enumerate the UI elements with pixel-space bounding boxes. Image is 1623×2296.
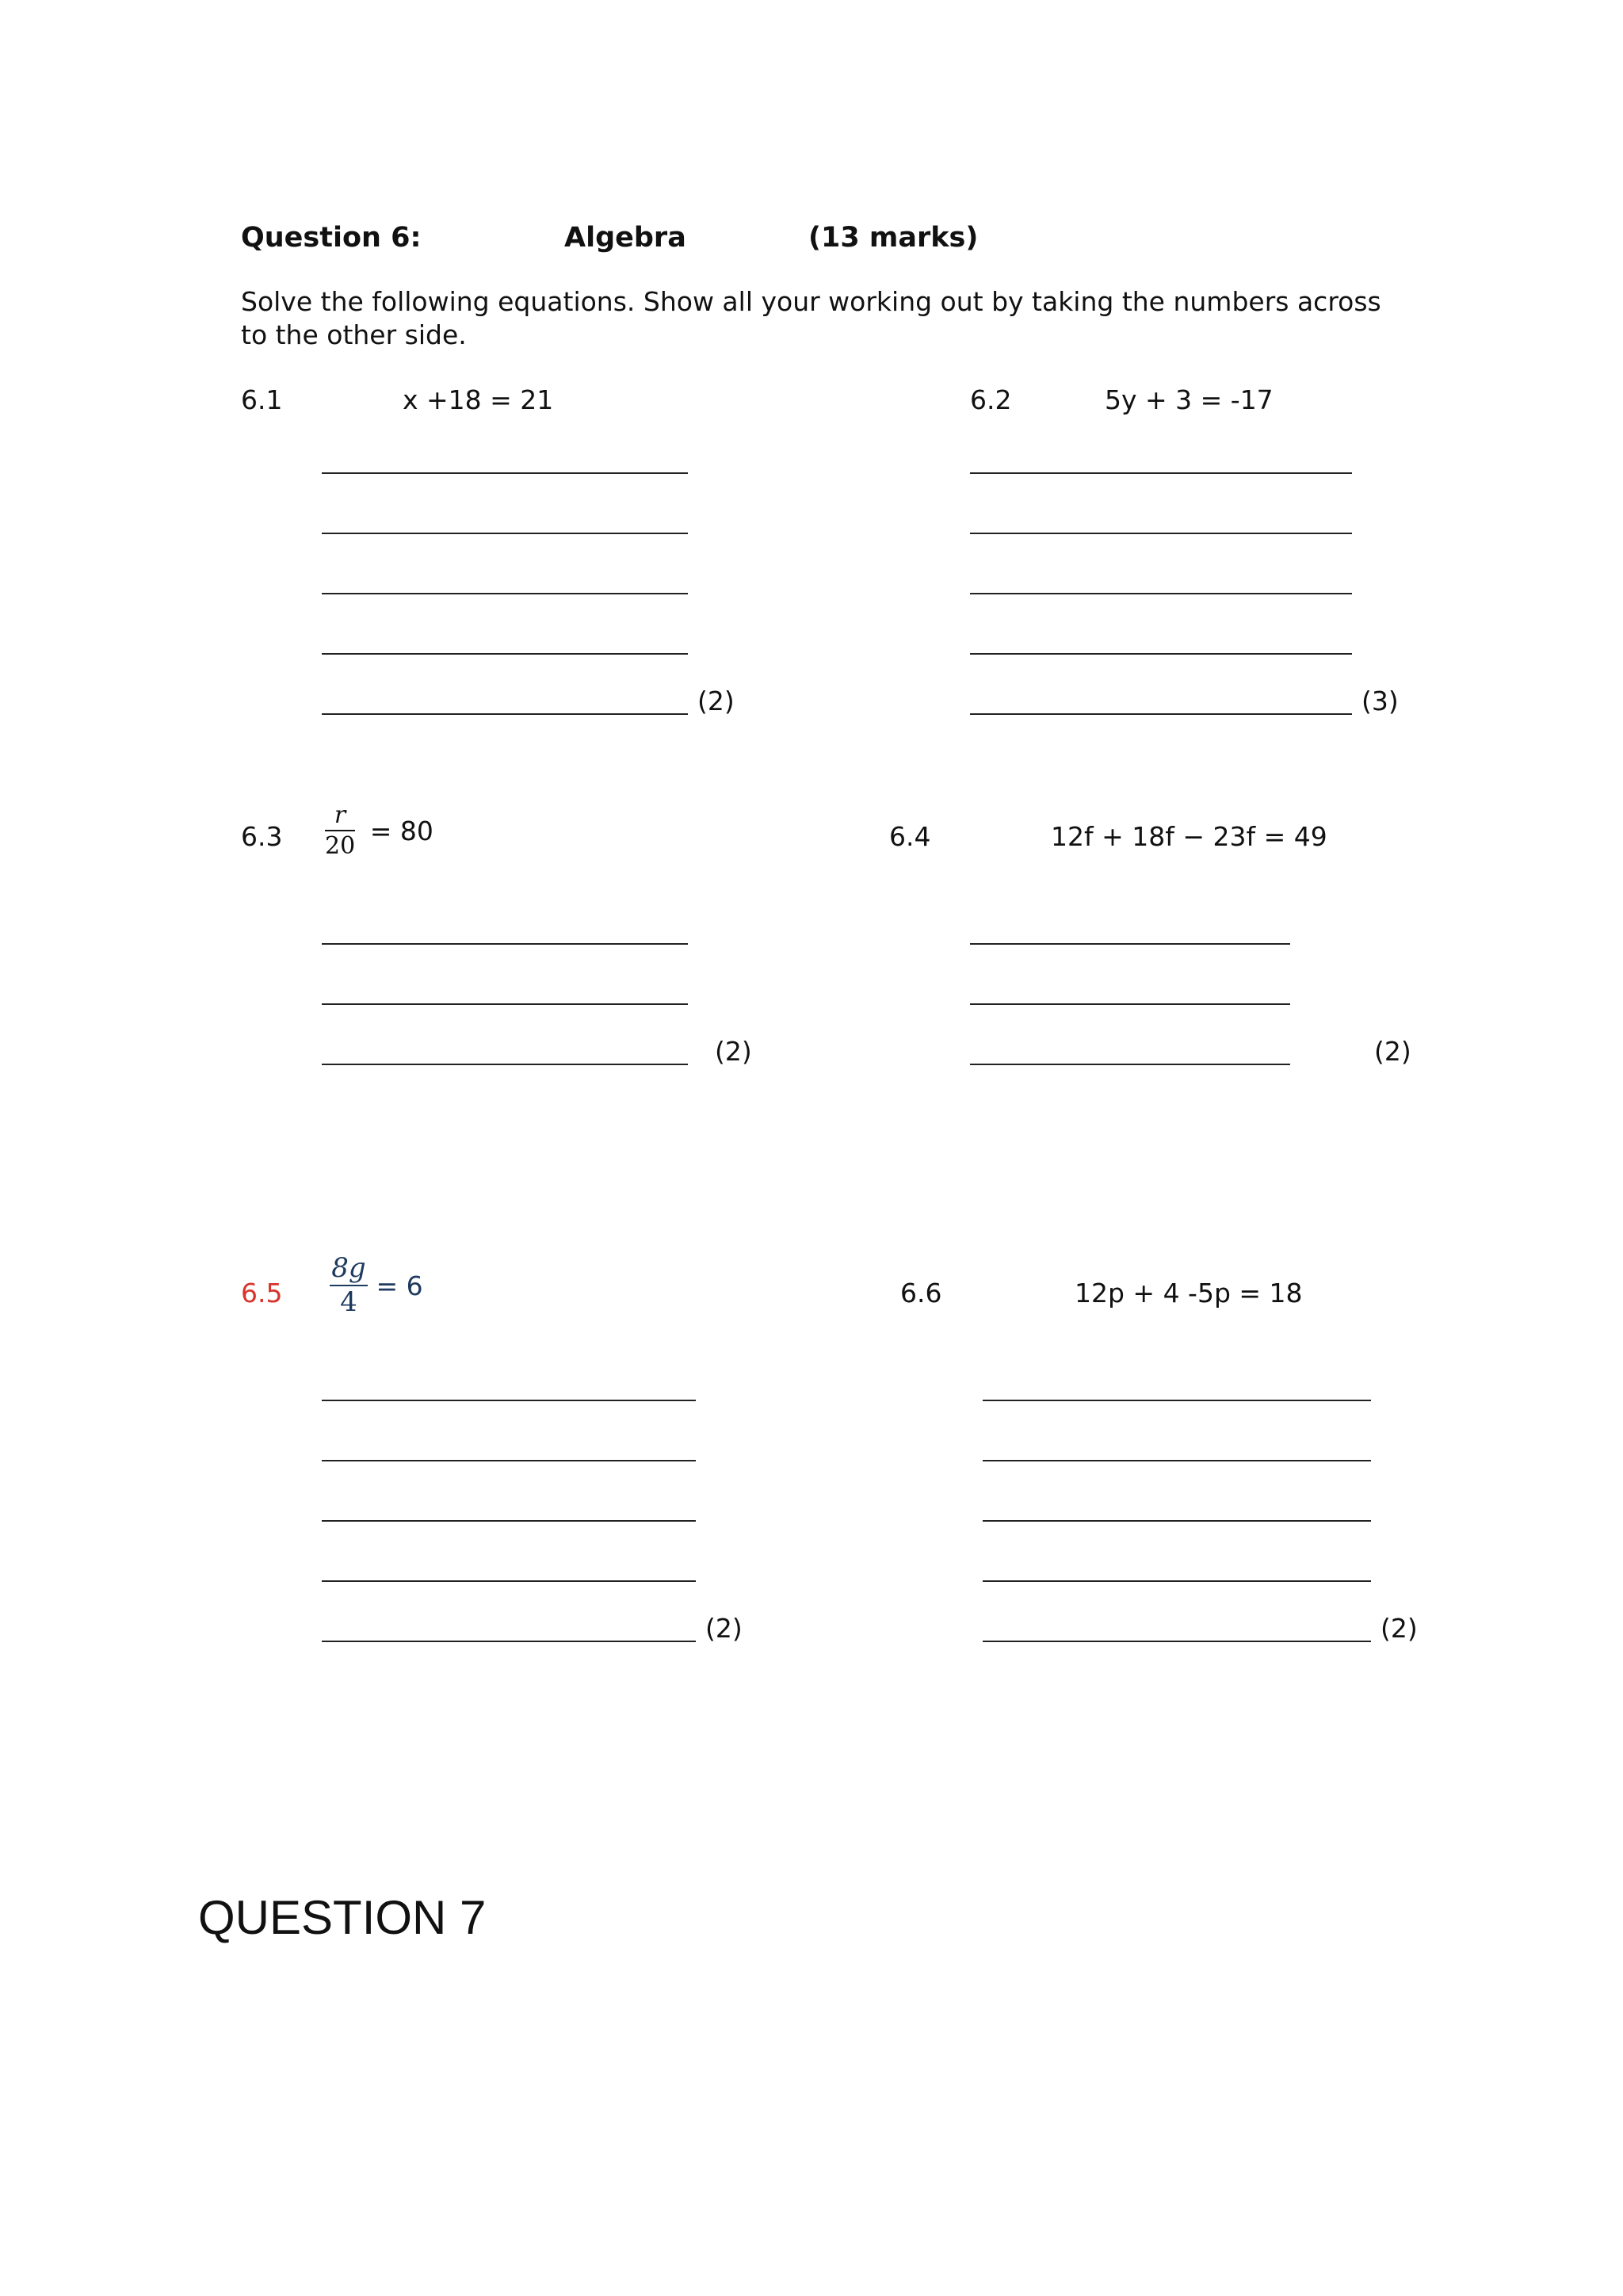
- q62-answer-line[interactable]: [970, 533, 1352, 534]
- q64-mark: (2): [1374, 1036, 1411, 1067]
- instructions: Solve the following equations. Show all your working out by taking the numbers across to the other side.: [241, 286, 1381, 350]
- q66-answer-line[interactable]: [983, 1580, 1371, 1582]
- q61-equation: x +18 = 21: [403, 384, 554, 415]
- q61-answer-line[interactable]: [322, 593, 688, 594]
- q63-mark: (2): [715, 1036, 752, 1067]
- q65-answer-line[interactable]: [322, 1580, 696, 1582]
- q61-answer-line[interactable]: [322, 653, 688, 655]
- q62-mark: (3): [1361, 686, 1399, 716]
- q62-answer-line[interactable]: [970, 653, 1352, 655]
- marks-label: (13 marks): [808, 222, 979, 254]
- q61-answer-line[interactable]: [322, 533, 688, 534]
- q63-answer-line[interactable]: [322, 1003, 688, 1005]
- q65-number: 6.5: [241, 1278, 283, 1308]
- q61-mark: (2): [697, 686, 735, 716]
- q66-answer-line[interactable]: [983, 1520, 1371, 1522]
- q63-answer-line[interactable]: [322, 1064, 688, 1065]
- q65-denominator: 4: [340, 1286, 357, 1319]
- q61-answer-line[interactable]: [322, 713, 688, 715]
- next-question-heading: QUESTION 7: [198, 1891, 487, 1944]
- q66-answer-line[interactable]: [983, 1641, 1371, 1642]
- q64-answer-line[interactable]: [970, 1064, 1290, 1065]
- q66-answer-line[interactable]: [983, 1460, 1371, 1461]
- q65-mark: (2): [705, 1613, 743, 1644]
- q62-answer-line[interactable]: [970, 713, 1352, 715]
- q63-number: 6.3: [241, 821, 283, 852]
- q62-answer-line[interactable]: [970, 472, 1352, 474]
- q65-answer-line[interactable]: [322, 1400, 696, 1401]
- q64-answer-line[interactable]: [970, 1003, 1290, 1005]
- q64-number: 6.4: [889, 821, 931, 852]
- q66-equation: 12p + 4 -5p = 18: [1075, 1278, 1303, 1308]
- q65-answer-line[interactable]: [322, 1641, 696, 1642]
- q64-answer-line[interactable]: [970, 943, 1290, 945]
- q62-number: 6.2: [970, 384, 1012, 415]
- q61-answer-line[interactable]: [322, 472, 688, 474]
- q63-rest: = 80: [369, 815, 433, 846]
- q65-rest: = 6: [376, 1270, 423, 1301]
- question-label: Question 6:: [241, 222, 422, 254]
- q66-mark: (2): [1381, 1613, 1418, 1644]
- q66-number: 6.6: [900, 1278, 942, 1308]
- q66-answer-line[interactable]: [983, 1400, 1371, 1401]
- topic-label: Algebra: [564, 222, 686, 254]
- q62-equation: 5y + 3 = -17: [1105, 384, 1274, 415]
- q65-answer-line[interactable]: [322, 1520, 696, 1522]
- q62-answer-line[interactable]: [970, 593, 1352, 594]
- q63-denominator: 20: [325, 832, 356, 860]
- q63-answer-line[interactable]: [322, 943, 688, 945]
- q64-equation: 12f + 18f − 23f = 49: [1051, 821, 1327, 852]
- q63-numerator: r: [334, 801, 346, 829]
- q61-number: 6.1: [241, 384, 283, 415]
- q63-equation: [325, 802, 433, 859]
- q65-equation: [330, 1254, 423, 1318]
- q65-answer-line[interactable]: [322, 1460, 696, 1461]
- q65-numerator: 8g: [331, 1252, 366, 1284]
